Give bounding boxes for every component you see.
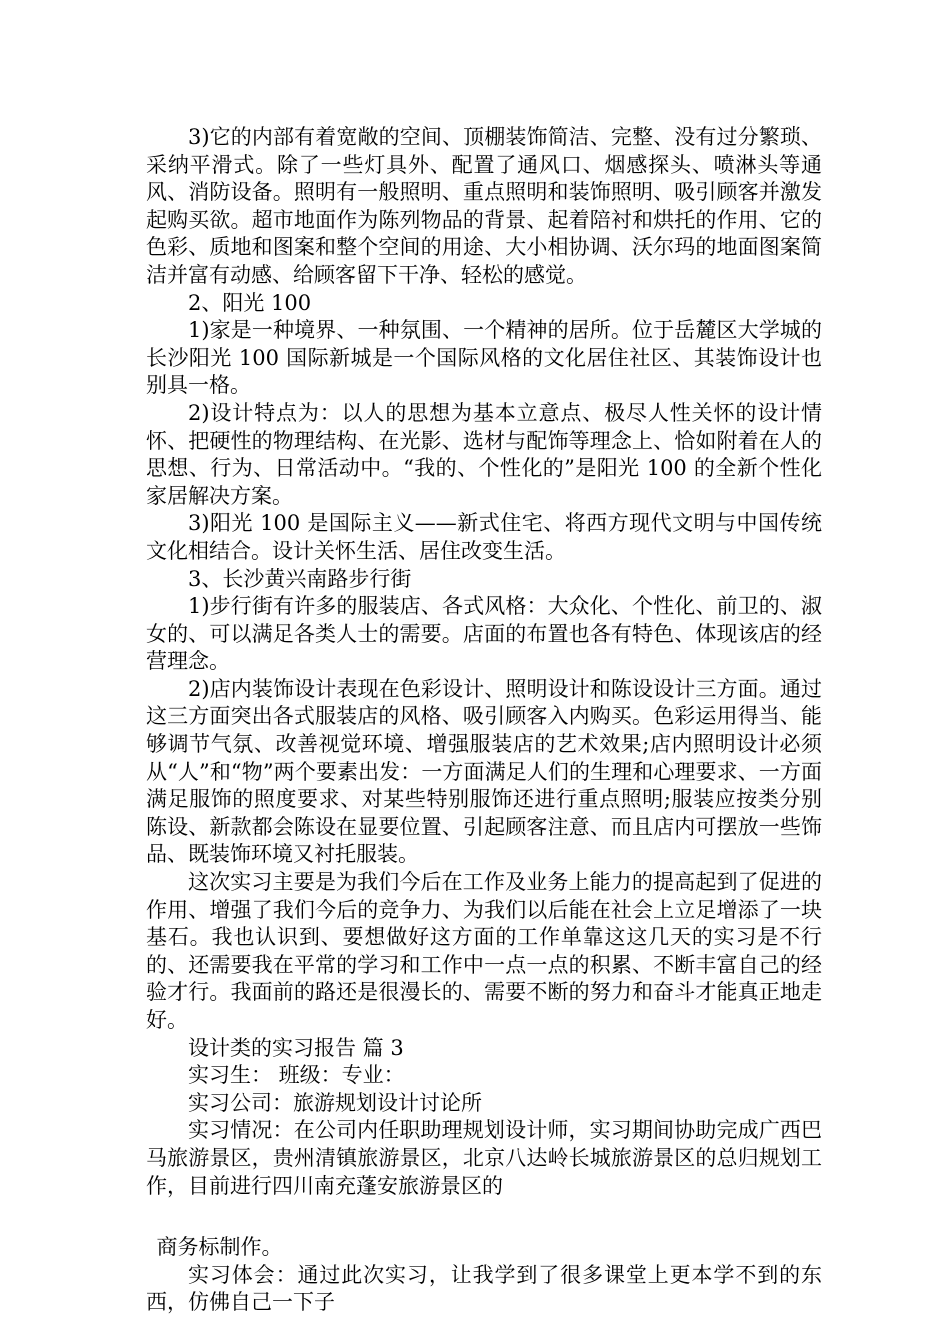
document-page (146, 124, 822, 1317)
paragraph-walmart-interior: 3)它的内部有着宽敞的空间、顶棚装饰简洁、完整、没有过分繁琐、采纳平滑式。除了一些灯具外、配置了通风口、烟感探头、喷淋头等通风、消防设备。照明有一般照明、重点照明和装饰照明、吸引顾客并激发起购买欲。超市地面作为陈列物品的背景、起着陪衬和烘托的作用、它的色彩、质地和图案和整个空间的用途、大小相协调、沃尔玛的地面图案简洁并富有动感、给顾客留下干净、轻松的感觉。 (146, 125, 822, 287)
section-heading-pedestrian-street: 3、长沙黄兴南路步行街 (188, 566, 412, 591)
section-heading-sunshine-100: 2、阳光 100 (188, 290, 312, 315)
paragraph-store-decoration: 2)店内装饰设计表现在色彩设计、照明设计和陈设设计三方面。通过这三方面突出各式服装店的风格、吸引顾客入内购买。色彩运用得当、能够调节气氛、改善视觉环境、增强服装店的艺术效果;店内照明设计必须从“人”和“物”两个要素出发：一方面满足人们的生理和心理要求、一方面满足服饰的照度要求、对某些特别服饰还进行重点照明;服装应按类分别陈设、新款都会陈设在显要位置、引起顾客注意、而且店内可摆放一些饰品、既装饰环境又衬托服装。 (146, 676, 822, 867)
intern-info-line: 实习生： 班级：专业： (188, 1063, 405, 1088)
intern-company-line: 实习公司：旅游规划设计讨论所 (188, 1090, 482, 1115)
paragraph-sunshine-design-features: 2)设计特点为：以人的思想为基本立意点、极尽人性关怀的设计情怀、把硬性的物理结构、在光影、选材与配饰等理念上、恰如附着在人的思想、行为、日常活动中。“我的、个性化的”是阳光 100 的全新个性化家居解决方案。 (146, 400, 822, 508)
paragraph-street-shops: 1)步行街有许多的服装店、各式风格：大众化、个性化、前卫的、淑女的、可以满足各类人士的需要。店面的布置也各有特色、体现该店的经营理念。 (146, 594, 822, 674)
paragraph-sunshine-internationalism: 3)阳光 100 是国际主义——新式住宅、将西方现代文明与中国传统文化相结合。设计关怀生活、居住改变生活。 (146, 511, 822, 563)
report-title-part-3: 设计类的实习报告 篇 3 (188, 1035, 404, 1060)
paragraph-sunshine-home: 1)家是一种境界、一种氛围、一个精神的居所。位于岳麓区大学城的长沙阳光 100 国际新城是一个国际风格的文化居住社区、其装饰设计也别具一格。 (146, 318, 822, 398)
continuation-line: 商务标制作。 (156, 1235, 283, 1260)
page-gap (146, 1200, 822, 1234)
paragraph-internship-situation: 实习情况：在公司内任职助理规划设计师，实习期间协助完成广西巴马旅游景区，贵州清镇旅游景区，北京八达岭长城旅游景区的总归规划工作，目前进行四川南充蓬安旅游景区的 (146, 1118, 822, 1198)
paragraph-internship-summary: 这次实习主要是为我们今后在工作及业务上能力的提高起到了促进的作用、增强了我们今后的竞争力、为我们以后能在社会上立足增添了一块基石。我也认识到、要想做好这方面的工作单靠这这几天的实习是不行的、还需要我在平常的学习和工作中一点一点的积累、不断丰富自己的经验才行。我面前的路还是很漫长的、需要不断的努力和奋斗才能真正地走好。 (146, 870, 822, 1032)
paragraph-internship-experience: 实习体会：通过此次实习，让我学到了很多课堂上更本学不到的东西，仿佛自己一下子 (146, 1262, 822, 1315)
